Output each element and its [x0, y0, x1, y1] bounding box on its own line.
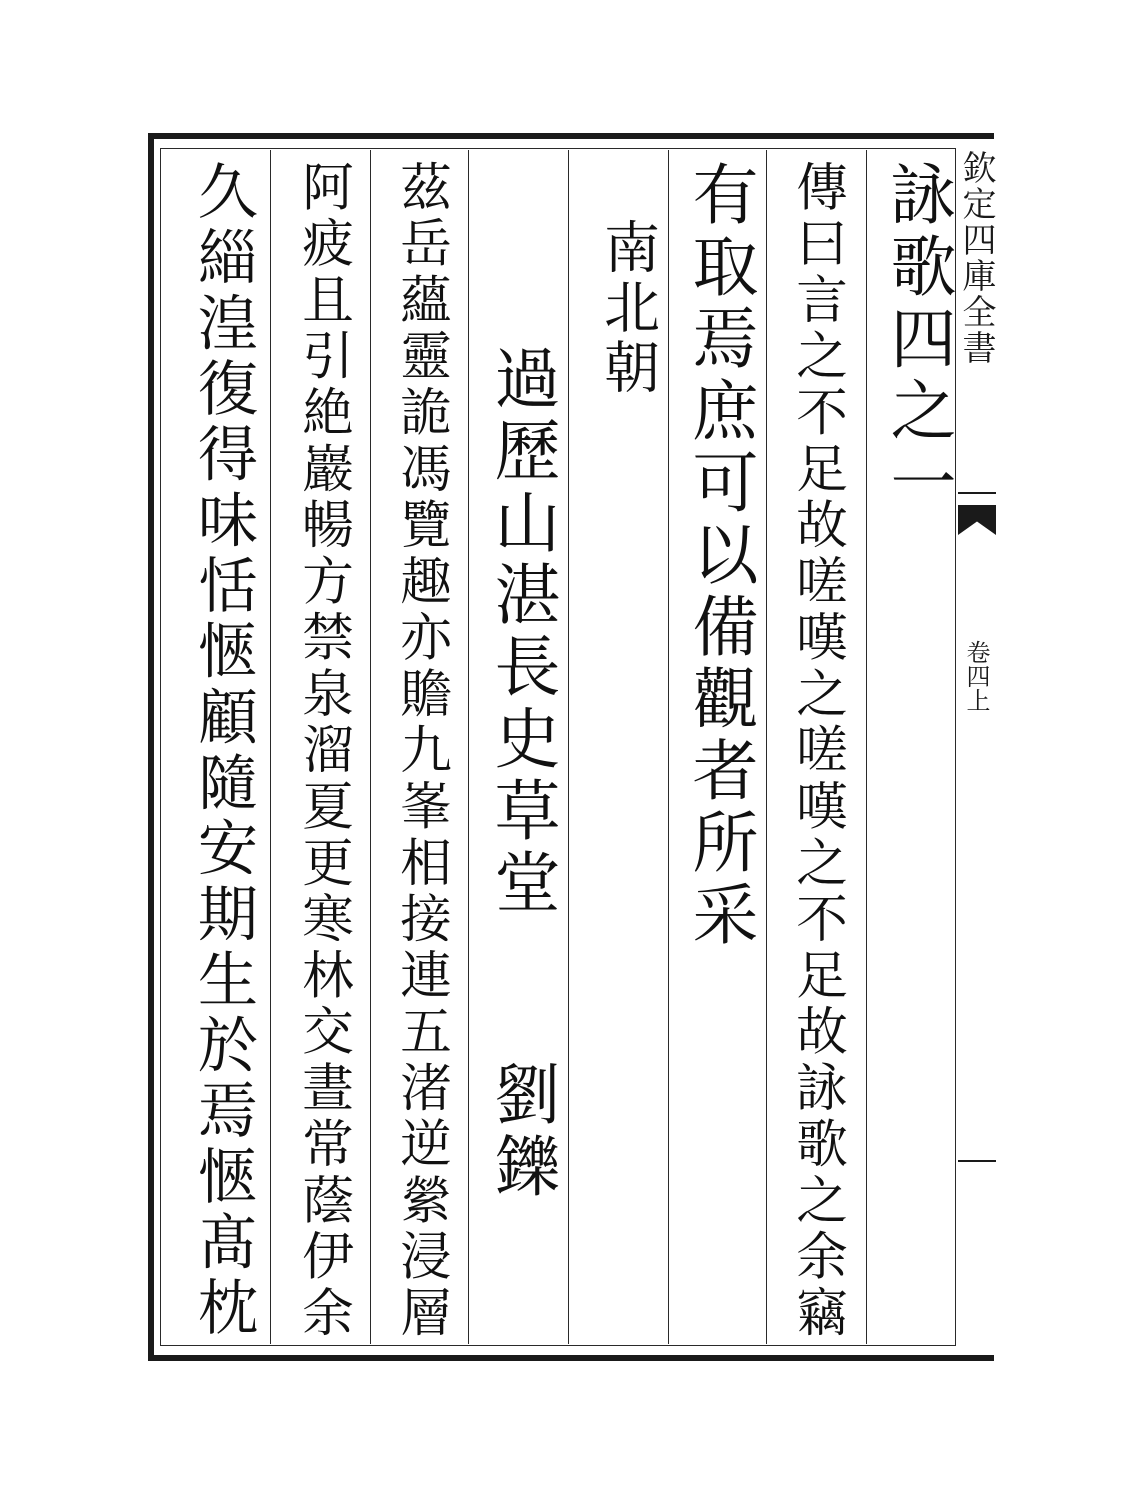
section-heading: 詠歌四之一 — [879, 160, 956, 520]
column-rule — [270, 150, 271, 1344]
column-rule — [370, 150, 371, 1344]
poem-line: 阿疲且引絶巖暢方禁泉溜夏更寒林交晝常蔭伊余 — [293, 160, 353, 1342]
column-rule — [866, 150, 867, 1344]
fishtail-rule — [958, 492, 996, 494]
text-column: 有取焉庶可以備觀者所采 — [681, 160, 758, 952]
poem-author: 劉鑠 — [483, 1060, 560, 1204]
margin-tick — [958, 1160, 996, 1162]
volume-label: 卷四上 — [962, 640, 990, 712]
text-column: 傳曰言之不足故嗟嘆之嗟嘆之不足故詠歌之余竊 — [787, 160, 847, 1342]
dynasty-heading: 南北朝 — [595, 218, 660, 398]
poem-line: 茲岳蘊靈詭馮覽趣亦贍九峯相接連五渚逆縈浸層 — [391, 160, 451, 1342]
column-rule — [568, 150, 569, 1344]
poem-title: 過歷山湛長史草堂 — [483, 344, 560, 920]
book-title: 欽定四庫全書 — [956, 150, 996, 366]
poem-line: 久緇湟復得味恬愜顧隨安期生於焉愜髙枕 — [188, 160, 258, 1342]
column-rule — [766, 150, 767, 1344]
column-rule — [468, 150, 469, 1344]
